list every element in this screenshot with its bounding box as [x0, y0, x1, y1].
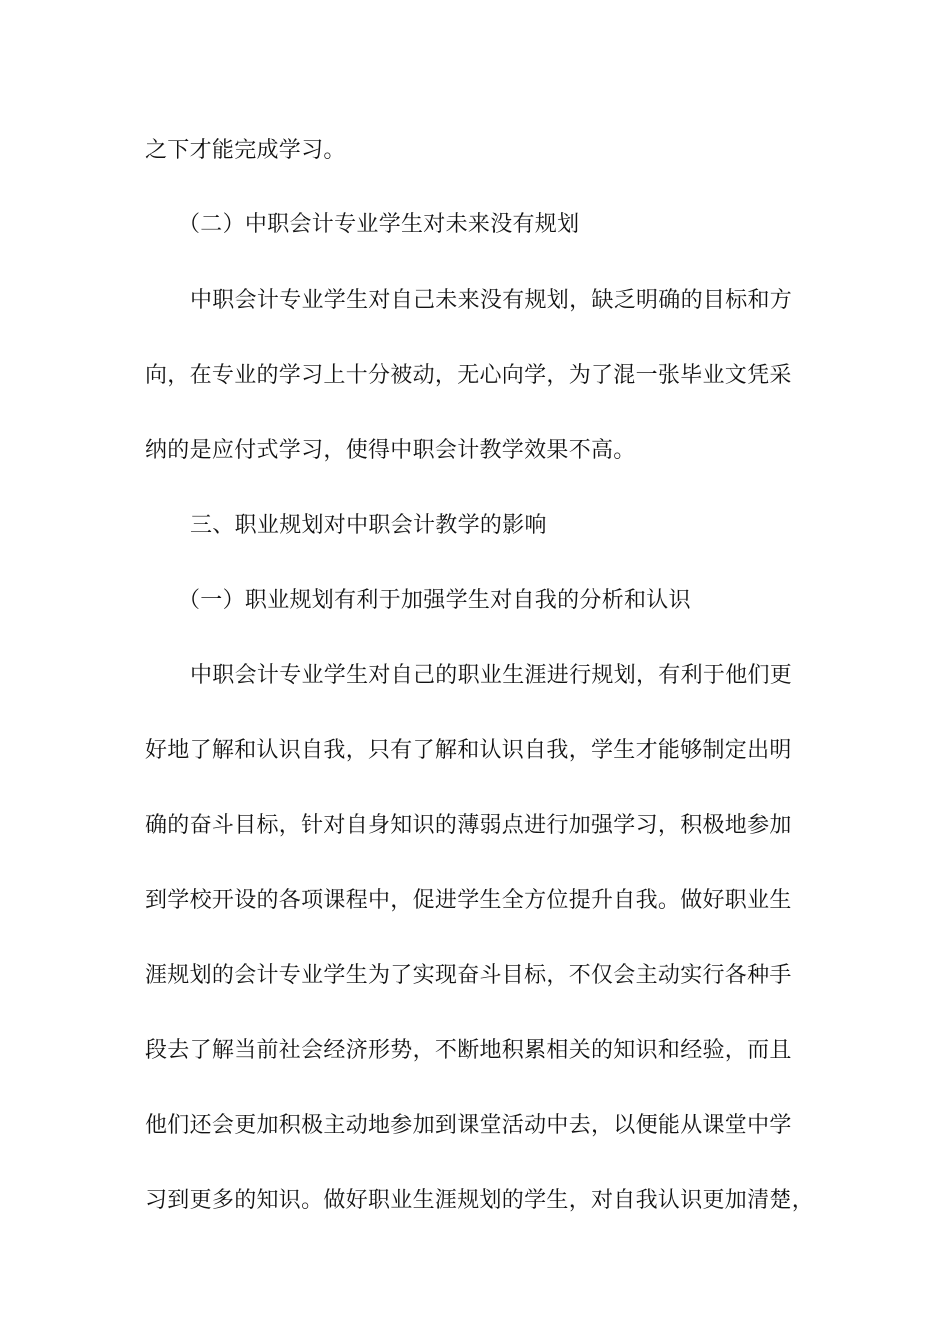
paragraph-line: 习到更多的知识。做好职业生涯规划的学生，对自我认识更加清楚，: [145, 1188, 815, 1213]
subsection-heading-1: （一）职业规划有利于加强学生对自我的分析和认识: [178, 588, 691, 613]
paragraph-line: 中职会计专业学生对自己的职业生涯进行规划，有利于他们更: [190, 663, 793, 688]
subsection-heading-2: （二）中职会计专业学生对未来没有规划: [178, 212, 580, 237]
paragraph-line: 到学校开设的各项课程中，促进学生全方位提升自我。做好职业生: [145, 888, 792, 913]
section-heading-3: 三、职业规划对中职会计教学的影响: [190, 513, 547, 538]
paragraph-line: 中职会计专业学生对自己未来没有规划，缺乏明确的目标和方: [190, 288, 793, 313]
paragraph-line: 纳的是应付式学习，使得中职会计教学效果不高。: [145, 438, 636, 463]
paragraph-line: 他们还会更加积极主动地参加到课堂活动中去，以便能从课堂中学: [145, 1113, 792, 1138]
paragraph-line: 确的奋斗目标，针对自身知识的薄弱点进行加强学习，积极地参加: [145, 813, 792, 838]
paragraph-line: 段去了解当前社会经济形势，不断地积累相关的知识和经验，而且: [145, 1038, 792, 1063]
paragraph-line: 向，在专业的学习上十分被动，无心向学，为了混一张毕业文凭采: [145, 363, 792, 388]
paragraph-line: 涯规划的会计专业学生为了实现奋斗目标，不仅会主动实行各种手: [145, 963, 792, 988]
paragraph-line: 好地了解和认识自我，只有了解和认识自我，学生才能够制定出明: [145, 738, 792, 763]
paragraph-continuation-line: 之下才能完成学习。: [145, 138, 346, 163]
